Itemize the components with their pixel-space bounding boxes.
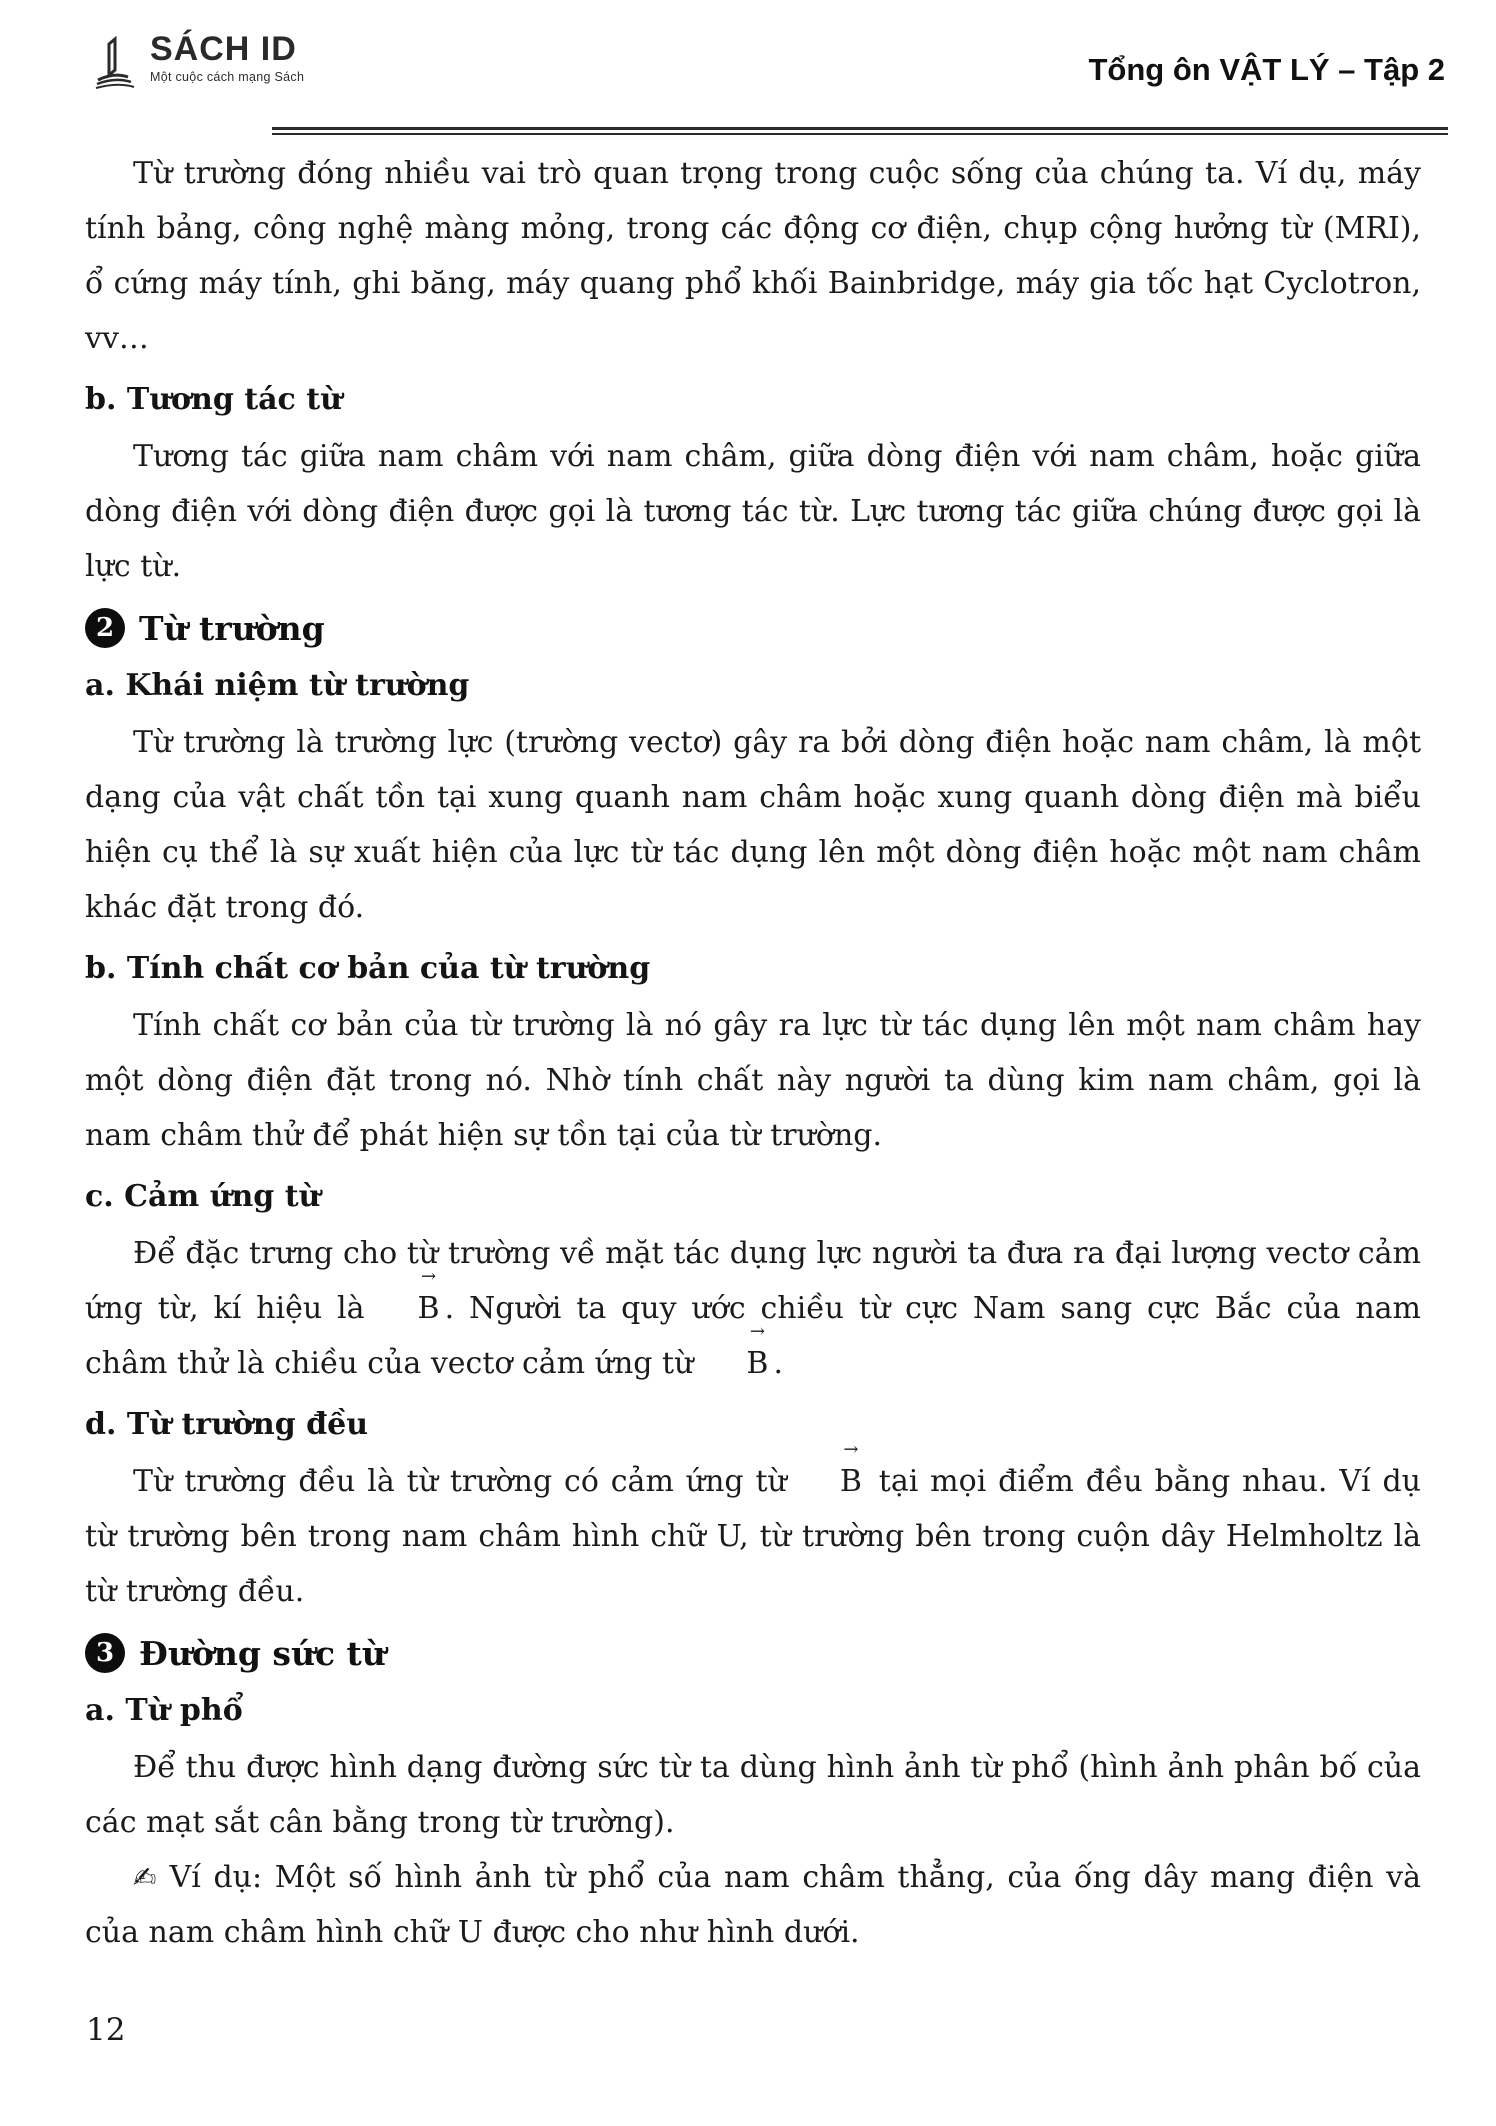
paragraph-text: . Người ta quy ước chiều từ cực Nam sang cực Bắc của nam châm thử là chiều của vectơ cảm ứng từ	[85, 1291, 1422, 1381]
page-number: 12	[86, 2012, 126, 2048]
subheading-tuong-tac-tu: b. Tương tác từ	[85, 382, 342, 417]
header-divider-rule	[272, 127, 1448, 135]
paragraph-intro: Từ trường đóng nhiều vai trò quan trọng trong cuộc sống của chúng ta. Ví dụ, máy tính bảng, công nghệ màng mỏng, trong các động cơ điện, chụp cộng hưởng từ (MRI), ổ cứng máy tính, ghi băng, máy quang phổ khối Bainbridge, máy gia tốc hạt Cyclotron, vv…	[85, 156, 1421, 356]
book-title: Tổng ôn VẬT LÝ – Tập 2	[1088, 52, 1445, 87]
section-heading-label: Từ trường	[139, 608, 325, 648]
subheading-tu-truong-deu: d. Từ trường đều	[85, 1407, 369, 1442]
paragraph-cam-ung-tu	[85, 1226, 1421, 1391]
paragraph-text: .	[773, 1346, 784, 1381]
section-number-badge: 2	[85, 608, 125, 648]
paragraph-tu-pho: Để thu được hình dạng đường sức từ ta dùng hình ảnh từ phổ (hình ảnh phân bố của các mạt sắt cân bằng trong từ trường).	[85, 1750, 1421, 1840]
subheading-tu-pho: a. Từ phổ	[85, 1693, 243, 1728]
paragraph-tuong-tac-tu: Tương tác giữa nam châm với nam châm, giữa dòng điện với nam châm, hoặc giữa dòng điện với dòng điện được gọi là tương tác từ. Lực tương tác giữa chúng được gọi là lực từ.	[85, 439, 1421, 584]
paragraph-vi-du	[85, 1850, 1421, 1960]
example-text: Ví dụ: Một số hình ảnh từ phổ của nam châm thẳng, của ống dây mang điện và của nam châm hình chữ U được cho như hình dưới.	[85, 1860, 1421, 1950]
section-heading-duong-suc-tu	[85, 1633, 1421, 1673]
paragraph-text: tại mọi điểm đều bằng nhau. Ví dụ từ trường bên trong nam châm hình chữ U, từ trường bên trong cuộn dây Helmholtz là từ trường đều.	[85, 1464, 1421, 1609]
subheading-khai-niem: a. Khái niệm từ trường	[85, 668, 470, 703]
paragraph-text: Từ trường đều là từ trường có cảm ứng từ	[133, 1464, 787, 1499]
writing-hand-icon: ✍	[133, 1861, 160, 1894]
section-number-badge: 3	[85, 1633, 125, 1673]
section-heading-tu-truong	[85, 608, 1421, 648]
page-content	[85, 146, 1421, 1960]
vector-B-symbol: B →	[698, 1336, 768, 1391]
open-book-icon	[88, 30, 144, 92]
paragraph-khai-niem: Từ trường là trường lực (trường vectơ) gây ra bởi dòng điện hoặc nam châm, là một dạng của vật chất tồn tại xung quanh nam châm hoặc xung quanh dòng điện mà biểu hiện cụ thể là sự xuất hiện của lực từ tác dụng lên một dòng điện hoặc một nam châm khác đặt trong đó.	[85, 725, 1421, 925]
logo-title: SÁCH ID	[150, 30, 297, 68]
vector-B-symbol: B →	[792, 1454, 862, 1509]
paragraph-text: Để đặc trưng cho từ trường về mặt tác dụng lực người ta đưa ra đại lượng vectơ cảm ứng từ, kí hiệu là	[85, 1236, 1421, 1326]
paragraph-tu-truong-deu	[85, 1454, 1421, 1619]
sach-id-logo	[88, 30, 304, 92]
subheading-tinh-chat: b. Tính chất cơ bản của từ trường	[85, 951, 651, 986]
subheading-cam-ung-tu: c. Cảm ứng từ	[85, 1179, 321, 1214]
vector-B-symbol: B →	[370, 1281, 440, 1336]
paragraph-tinh-chat: Tính chất cơ bản của từ trường là nó gây ra lực từ tác dụng lên một nam châm hay một dòng điện đặt trong nó. Nhờ tính chất này người ta dùng kim nam châm, gọi là nam châm thử để phát hiện sự tồn tại của từ trường.	[85, 1008, 1421, 1153]
section-heading-label: Đường sức từ	[139, 1633, 386, 1673]
logo-tagline: Một cuộc cách mạng Sách	[150, 70, 305, 84]
